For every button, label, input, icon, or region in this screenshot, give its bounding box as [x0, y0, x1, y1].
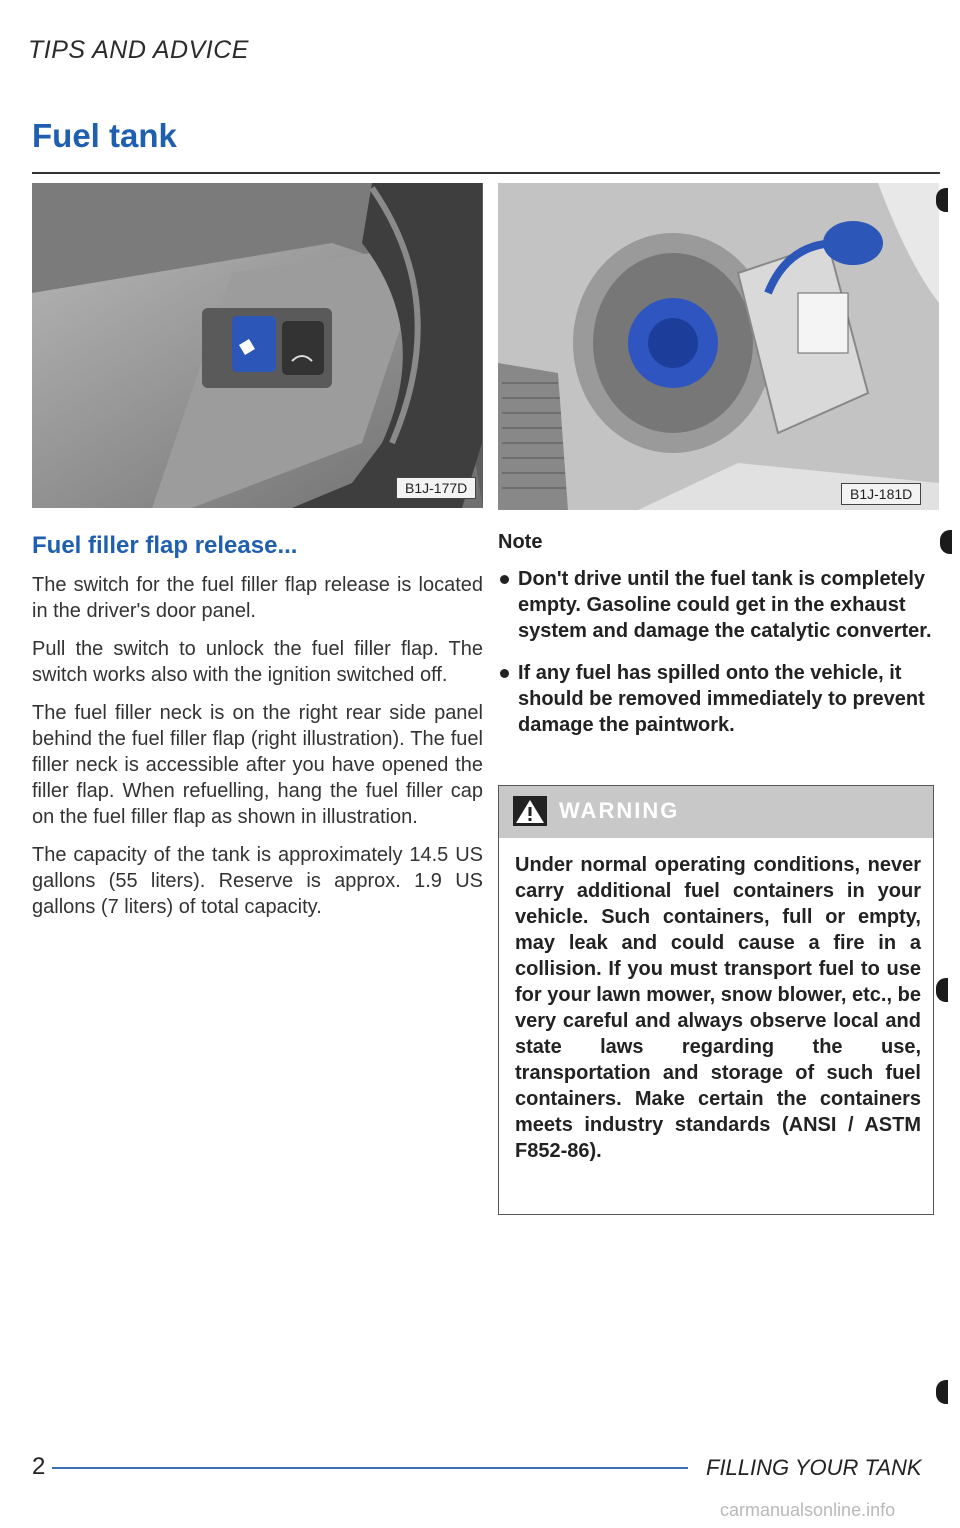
figure-label-right: B1J-181D [841, 483, 921, 505]
warning-header [499, 786, 933, 838]
note-heading: Note [498, 531, 543, 553]
filler-flap-photo [498, 183, 939, 510]
page-edge-tab [936, 978, 948, 1002]
warning-box [498, 785, 934, 1215]
footer-section-label: FILLING YOUR TANK [706, 1455, 922, 1480]
door-panel-illustration [32, 183, 483, 508]
fuel-cap [823, 221, 883, 265]
page-edge-tab [936, 188, 948, 212]
paragraph: Pull the switch to unlock the fuel filler flap. The switch works also with the ignition switched off. [32, 638, 483, 686]
page-title: Fuel tank [32, 117, 177, 154]
trunk-release-switch [282, 321, 324, 375]
paragraph: The switch for the fuel filler flap release is located in the driver's door panel. [32, 574, 483, 622]
fuel-flap-switch [232, 316, 276, 372]
section-header: TIPS AND ADVICE [28, 36, 249, 64]
door-panel-photo [32, 183, 483, 508]
title-divider [32, 172, 940, 174]
watermark: carmanualsonline.info [720, 1500, 896, 1520]
warning-text: Under normal operating conditions, never carry additional fuel containers in your vehicle. Such containers, full or empty, may leak and could cause a fire in a collision. If you must transport fuel to use for your lawn mower, snow blower, etc., be very careful and always observe local and state laws regarding the use, transportation and storage of such fuel containers. Make certain the containers meets industry standards (ANSI / ASTM F852-86). [515, 854, 921, 1162]
page-edge-tab [936, 1380, 948, 1404]
page-edge-tab [940, 530, 952, 554]
warning-title: WARNING [559, 798, 680, 823]
body-text [32, 572, 483, 932]
paragraph: The capacity of the tank is approximately 14.5 US gallons (55 liters). Reserve is approx. 1.9 US gallons (7 liters) of total capacity. [32, 844, 483, 918]
figure-label-left: B1J-177D [396, 477, 476, 499]
note-list [498, 566, 934, 754]
note-item: Don't drive until the fuel tank is completely empty. Gasoline could get in the exhaust system and damage the catalytic converter. [498, 566, 934, 644]
page-number: 2 [32, 1453, 46, 1480]
footer-divider [52, 1467, 688, 1469]
section-heading: Fuel filler flap release... [32, 532, 298, 559]
filler-neck-illustration [498, 183, 939, 510]
warning-triangle-icon [513, 796, 547, 826]
note-item: If any fuel has spilled onto the vehicle, it should be removed immediately to prevent damage the paintwork. [498, 660, 934, 738]
paragraph: The fuel filler neck is on the right rear side panel behind the fuel filler flap (right illustration). The fuel filler neck is accessible after you have opened the filler flap. When refuelling, hang the fuel filler cap on the fuel filler flap as shown in illustration. [32, 702, 483, 828]
